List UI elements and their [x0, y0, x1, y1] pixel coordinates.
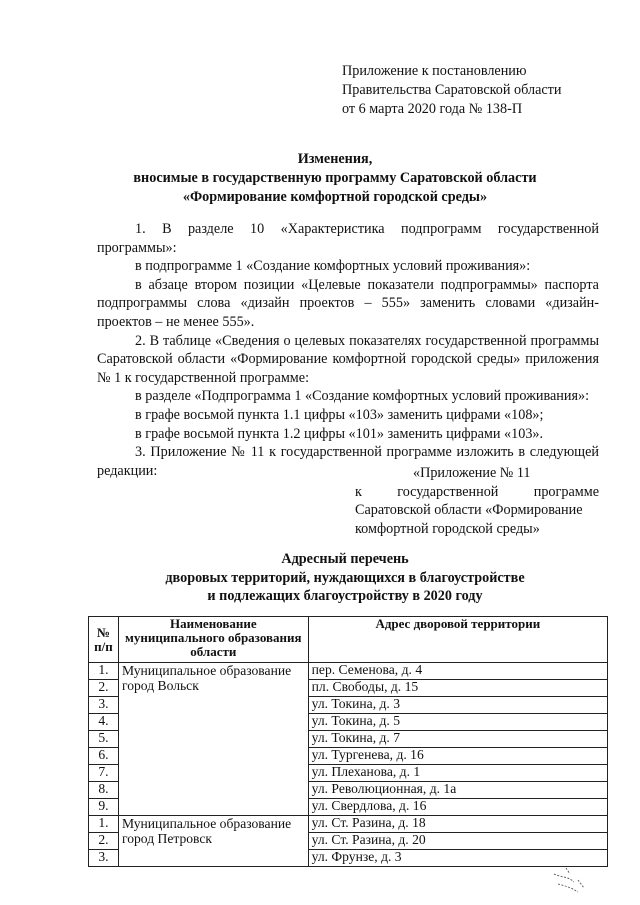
row-address: ул. Революционная, д. 1а: [308, 782, 607, 799]
row-address: пер. Семенова, д. 4: [308, 663, 607, 680]
row-number: 2.: [89, 680, 119, 697]
header-municipality: Наименование муниципального образования области: [118, 617, 308, 663]
title-line-1: Изменения,: [297, 151, 373, 167]
paragraph-1: 1. В разделе 10 «Характеристика подпрограмм государственной программы»:: [97, 221, 599, 256]
document-title: [90, 150, 580, 207]
row-number: 3.: [89, 697, 119, 714]
row-number: 4.: [89, 714, 119, 731]
row-number: 1.: [89, 663, 119, 680]
header-number: № п/п: [89, 617, 119, 663]
row-number: 5.: [89, 731, 119, 748]
row-number: 2.: [89, 833, 119, 850]
appendix-line-2: [355, 483, 599, 502]
list-title-line-1: Адресный перечень: [281, 551, 409, 567]
table-row: [89, 816, 608, 833]
row-address: ул. Токина, д. 7: [308, 731, 607, 748]
header-line-3: от 6 марта 2020 года № 138-П: [342, 101, 523, 117]
header-address: Адрес дворовой территории: [308, 617, 607, 663]
list-title-line-2: дворовых территорий, нуждающихся в благоустройстве: [165, 569, 525, 586]
row-number: 9.: [89, 799, 119, 816]
row-address: ул. Плеханова, д. 1: [308, 765, 607, 782]
row-address: ул. Тургенева, д. 16: [308, 748, 607, 765]
paragraph-2: в подпрограмме 1 «Создание комфортных условий проживания»:: [135, 258, 531, 275]
row-number: 7.: [89, 765, 119, 782]
title-line-3: «Формирование комфортной городской среды»: [182, 189, 488, 205]
paragraph-5: в разделе «Подпрограмма 1 «Создание комфортных условий проживания»:: [135, 388, 590, 405]
address-table: [88, 616, 608, 867]
appendix-word-2: государственной: [397, 483, 499, 500]
list-title-line-3: и подлежащих благоустройству в 2020 году: [207, 588, 483, 604]
row-address: ул. Фрунзе, д. 3: [308, 850, 607, 867]
appendix-line-1: «Приложение № 11: [413, 465, 531, 481]
list-title: [90, 550, 600, 606]
row-address: ул. Свердлова, д. 16: [308, 799, 607, 816]
title-line-2: вносимые в государственную программу Саратовской области: [133, 170, 537, 186]
row-number: 6.: [89, 748, 119, 765]
table-row: [89, 663, 608, 680]
row-number: 1.: [89, 816, 119, 833]
municipality-volsk: Муниципальное образование город Вольск: [118, 663, 308, 816]
row-address: ул. Ст. Разина, д. 20: [308, 833, 607, 850]
appendix-line-4: комфортной городской среды»: [355, 520, 540, 537]
appendix-word-1: к: [355, 483, 362, 500]
row-number: 3.: [89, 850, 119, 867]
row-address: ул. Токина, д. 5: [308, 714, 607, 731]
appendix-heading: [355, 464, 599, 538]
appendix-word-3: программе: [533, 483, 599, 500]
paragraph-8: 3. Приложение № 11 к государственной программе изложить в следующей редакции:: [97, 444, 599, 479]
document-body: [97, 220, 599, 480]
row-address: ул. Токина, д. 3: [308, 697, 607, 714]
municipality-petrovsk: Муниципальное образование город Петровск: [118, 816, 308, 867]
appendix-line-3: Саратовской области «Формирование: [355, 502, 583, 519]
row-number: 8.: [89, 782, 119, 799]
paragraph-3: в абзаце втором позиции «Целевые показатели подпрограммы» паспорта подпрограммы слова «дизайн проектов – 555» заменить словами «дизайн-проектов – не менее 555».: [97, 276, 599, 330]
document-header: [342, 62, 561, 119]
row-address: пл. Свободы, д. 15: [308, 680, 607, 697]
signature-scribble: [548, 862, 598, 898]
paragraph-4: 2. В таблице «Сведения о целевых показателях государственной программы Саратовской области «Формирование комфортной городской среды» приложения № 1 к государственной программе:: [97, 332, 599, 386]
row-address: ул. Ст. Разина, д. 18: [308, 816, 607, 833]
paragraph-6: в графе восьмой пункта 1.1 цифры «103» заменить цифрами «108»;: [135, 406, 544, 423]
header-line-1: Приложение к постановлению: [342, 63, 527, 79]
header-line-2: Правительства Саратовской области: [342, 82, 562, 98]
paragraph-7: в графе восьмой пункта 1.2 цифры «101» заменить цифрами «103».: [135, 425, 544, 442]
